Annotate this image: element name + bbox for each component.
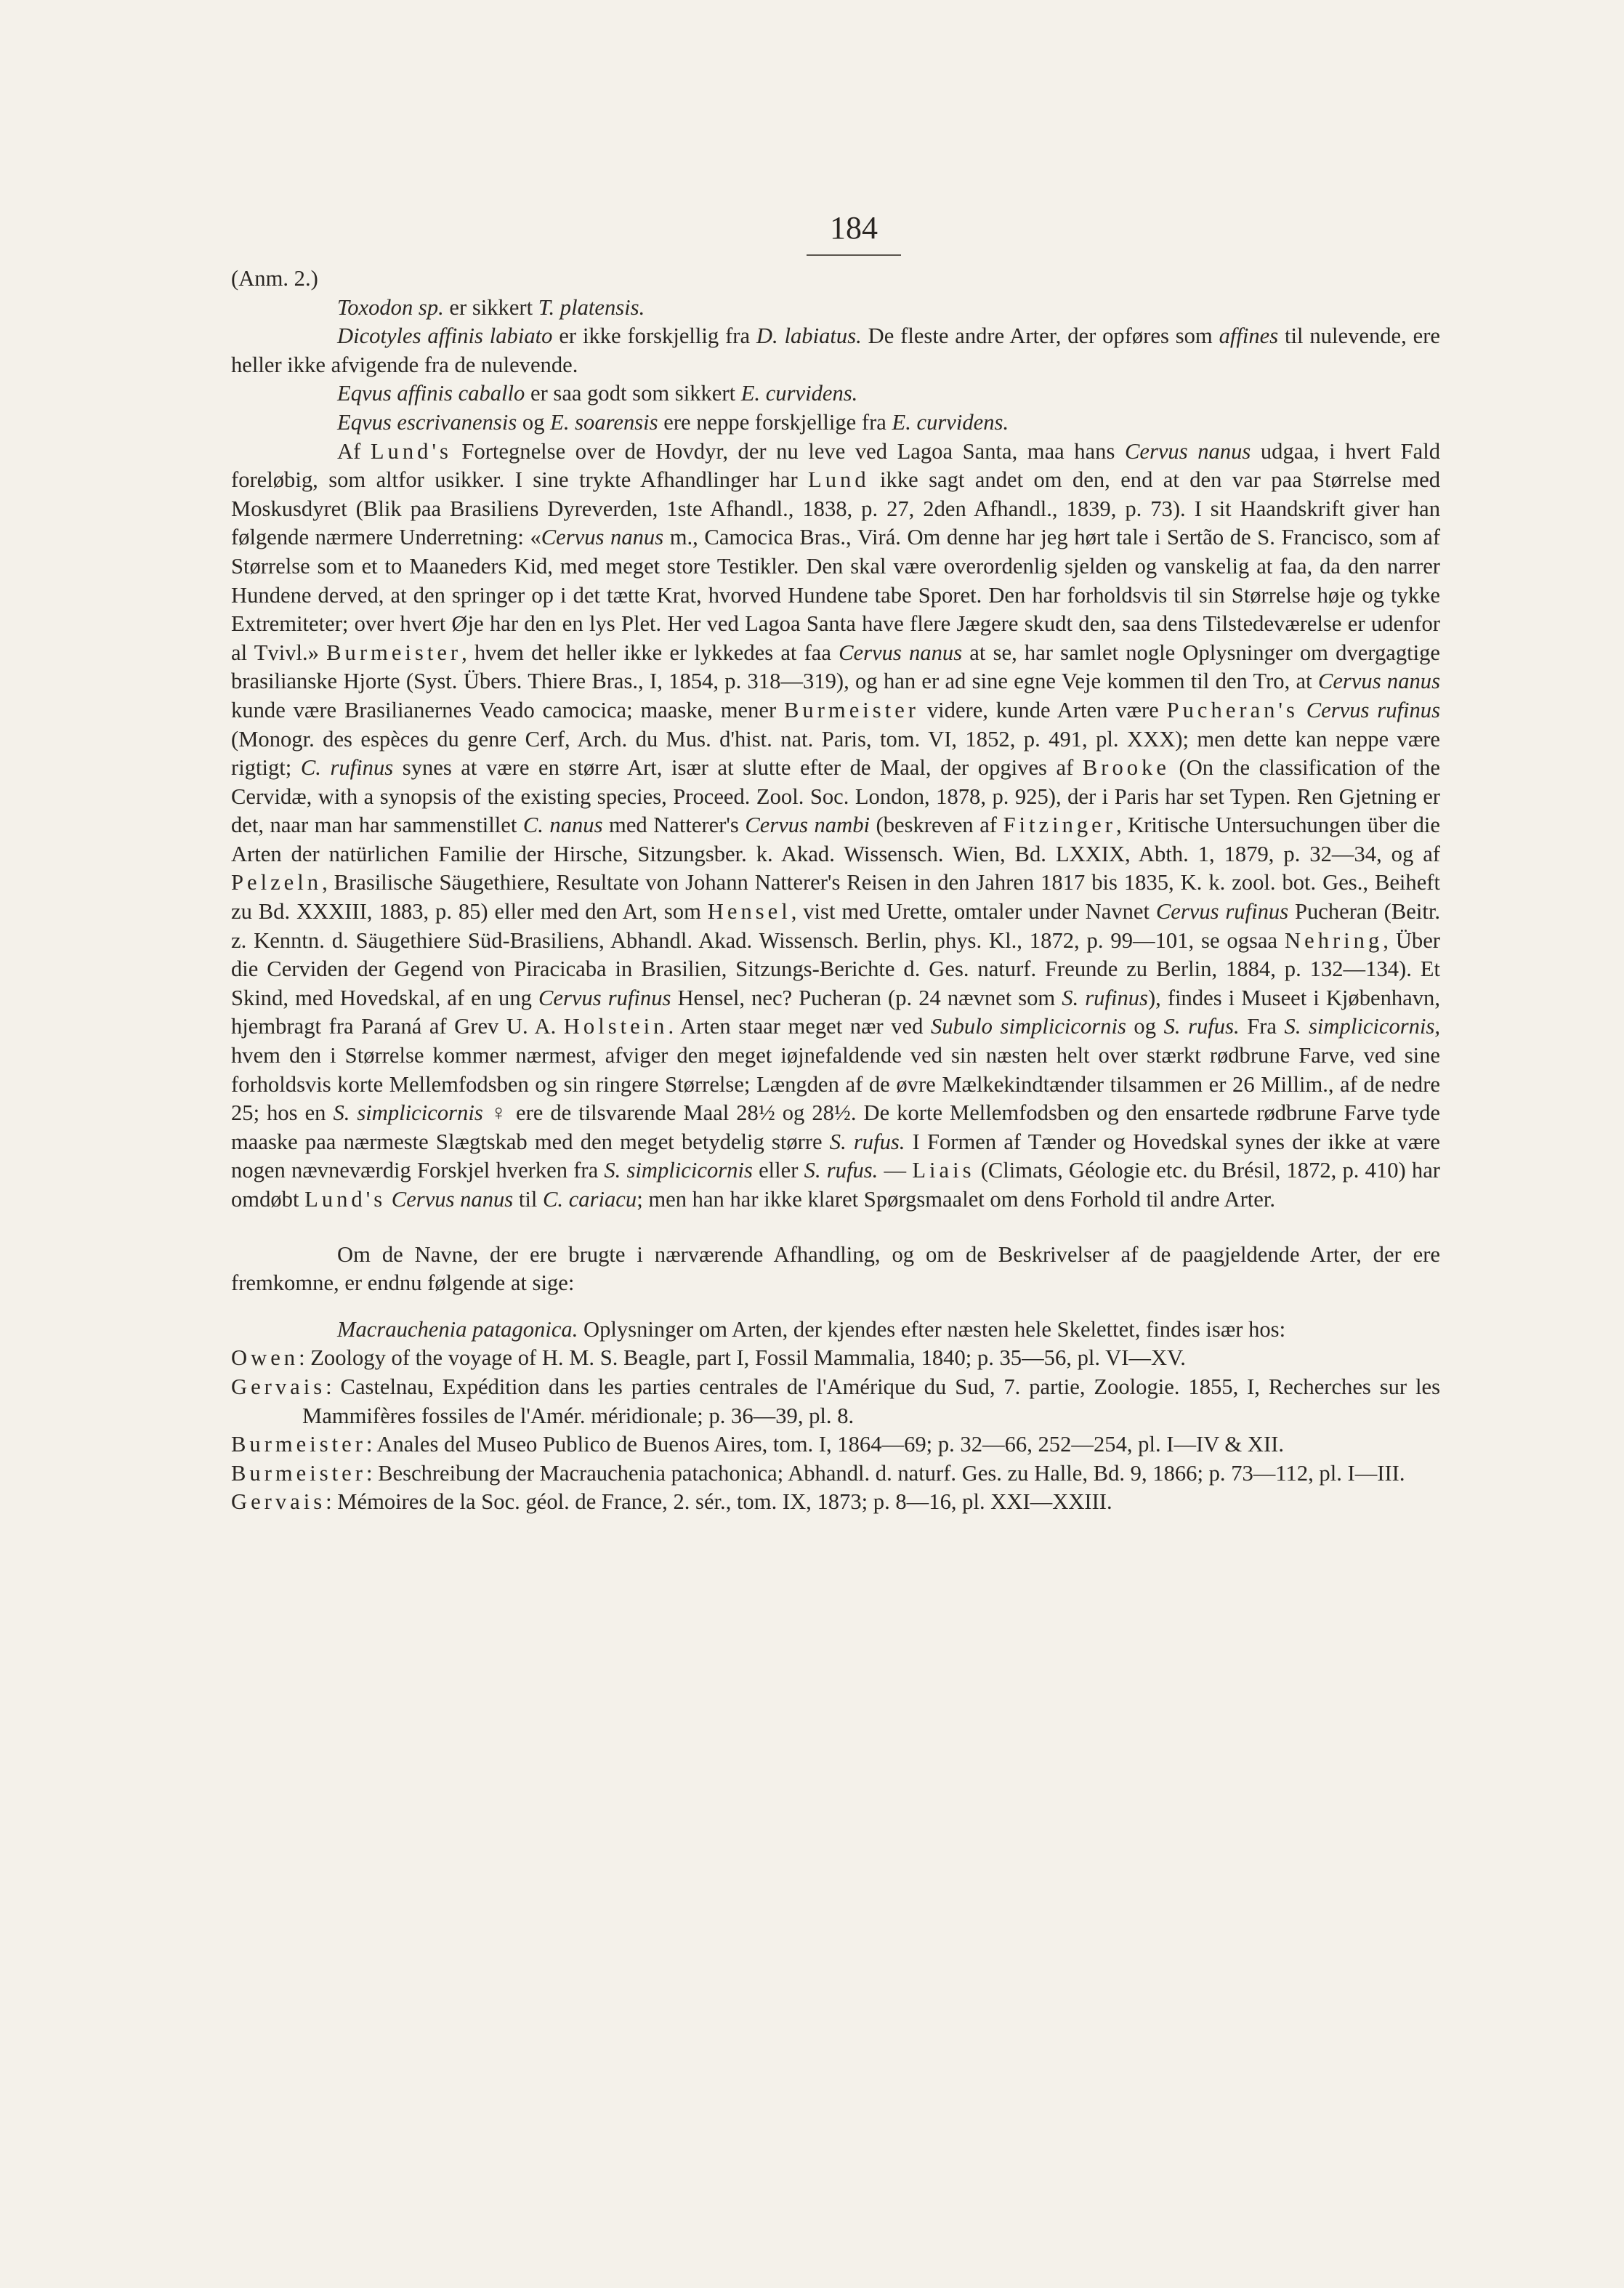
paragraph-eqvus-escrivanensis: Eqvus escrivanensis og E. soarensis ere neppe forskjellige fra E. curvidens.	[337, 409, 1009, 435]
reference-item: Burmeister: Beschreibung der Macrauchenia patachonica; Abhandl. d. naturf. Ges. zu Halle, Bd. 9, 1866; p. 73—112, pl. I—III.	[231, 1460, 1405, 1486]
paragraph-eqvus-caballo: Eqvus affinis caballo er saa godt som sikkert E. curvidens.	[337, 381, 858, 406]
page-number: 184	[830, 210, 878, 246]
page-body	[231, 265, 1440, 1517]
paragraph-macrauchenia: Macrauchenia patagonica. Oplysninger om Arten, der kjendes efter næsten hele Skelettet, findes især hos:	[337, 1316, 1286, 1342]
paragraph-names-intro: Om de Navne, der ere brugte i nærværende Afhandling, og om de Beskrivelser af de paagjeldende Arter, der ere fremkomne, er endnu følgende at sige:	[231, 1241, 1440, 1296]
reference-item: Burmeister: Anales del Museo Publico de Buenos Aires, tom. I, 1864—69; p. 32—66, 252—254, pl. I—IV & XII.	[231, 1432, 1284, 1457]
paragraph-cervus-nanus: Af Lund's Fortegnelse over de Hovdyr, der nu leve ved Lagoa Santa, maa hans Cervus nanus udgaa, i hvert Fald foreløbig, som altfor usikker. I sine trykte Afhandlinger har Lund ikke sagt andet om den, end at den var paa Størrelse med Moskusdyret (Blik paa Brasiliens Dyreverden, 1ste Afhandl., 1838, p. 27, 2den Afhandl., 1839, p. 73). I sit Haandskrift giver han følgende nærmere Underretning: «Cervus nanus m., Camocica Bras., Virá. Om denne har jeg hørt tale i Sertão de S. Francisco, som af Størrelse som et to Maaneders Kid, med meget store Testikler. Den skal være overordenlig sjelden og vanskelig at faa, da den narrer Hundene derved, at den springer op i det tætte Krat, hvorved Hundene tabe Sporet. Den har forholdsvis til sin Størrelse høje og tykke Extremiteter; over hvert Øje har den en lys Plet. Her ved Lagoa Santa have flere Jægere skudt den, saa dens Tilstedeværelse er udenfor al Tvivl.» Burmeister, hvem det heller ikke er lykkedes at faa Cervus nanus at se, har samlet nogle Oplysninger om dvergagtige brasilianske Hjorte (Syst. Übers. Thiere Bras., I, 1854, p. 318—319), og han er ad sine egne Veje kommen til den Tro, at Cervus nanus kunde være Brasilianernes Veado camocica; maaske, mener Burmeister videre, kunde Arten være Pucheran's Cervus rufinus (Monogr. des espèces du genre Cerf, Arch. du Mus. d'hist. nat. Paris, tom. VI, 1852, p. 491, pl. XXX); men dette kan neppe være rigtigt; C. rufinus synes at være en større Art, især at slutte efter de Maal, der opgives af Brooke (On the classification of the Cervidæ, with a synopsis of the existing species, Proceed. Zool. Soc. London, 1878, p. 925), der i Paris har set Typen. Ren Gjetning er det, naar man har sammenstillet C. nanus med Natterer's Cervus nambi (beskreven af Fitzinger, Kritische Untersuchungen über die Arten der natürlichen Familie der Hirsche, Sitzungsber. k. Akad. Wissensch. Wien, Bd. LXXIX, Abth. 1, 1879, p. 32—34, og af Pelzeln, Brasilische Säugethiere, Resultate von Johann Natterer's Reisen in den Jahren 1817 bis 1835, K. k. zool. bot. Ges., Beiheft zu Bd. XXXIII, 1883, p. 85) eller med den Art, som Hensel, vist med Urette, omtaler under Navnet Cervus rufinus Pucheran (Beitr. z. Kenntn. d. Säugethiere Süd-Brasiliens, Abhandl. Akad. Wissensch. Berlin, phys. Kl., 1872, p. 99—101, se ogsaa Nehring, Über die Cerviden der Gegend von Piracicaba in Brasilien, Sitzungs-Berichte d. Ges. naturf. Freunde zu Berlin, 1884, p. 132—134). Et Skind, med Hovedskal, af en ung Cervus rufinus Hensel, nec? Pucheran (p. 24 nævnet som S. rufinus), findes i Museet i Kjøbenhavn, hjembragt fra Paraná af Grev U. A. Holstein. Arten staar meget nær ved Subulo simplicicornis og S. rufus. Fra S. simplicicornis, hvem den i Størrelse kommer nærmest, afviger den meget iøjnefaldende ved sin næsten helt over stærkt rødbrune Farve, ved sine forholdsvis korte Mellemfodsben og sin ringere Størrelse; Længden af de øvre Mælkekindtænder tilsammen er 26 Millim., af de nedre 25; hos en S. simplicicornis ♀ ere de tilsvarende Maal 28½ og 28½. De korte Mellemfodsben og den ensartede rødbrune Farve tyde maaske paa nærmeste Slægtskab med den meget betydelig større S. rufus. I Formen af Tænder og Hovedskal synes der ikke at være nogen nævneværdig Forskjel hverken fra S. simplicicornis eller S. rufus. — Liais (Climats, Géologie etc. du Brésil, 1872, p. 410) har omdøbt Lund's Cervus nanus til C. cariacu; men han har ikke klaret Spørgsmaalet om dens Forhold til andre Arter.	[231, 438, 1441, 1212]
header-rule	[807, 254, 901, 256]
note-label: (Anm. 2.)	[231, 266, 318, 291]
paragraph-toxodon: Toxodon sp. er sikkert T. platensis.	[337, 294, 645, 320]
paragraph-dicotyles: Dicotyles affinis labiato er ikke forskjellig fra D. labiatus. De fleste andre Arter, der opføres som affines til nulevende, ere heller ikke afvigende fra de nulevende.	[231, 323, 1440, 377]
reference-item: Gervais: Castelnau, Expédition dans les parties centrales de l'Amérique du Sud, 7. partie, Zoologie. 1855, I, Recherches sur les Mammifères fossiles de l'Amér. méridionale; p. 36—39, pl. 8.	[231, 1374, 1440, 1428]
reference-item: Owen: Zoology of the voyage of H. M. S. Beagle, part I, Fossil Mammalia, 1840; p. 35—56, pl. VI—XV.	[231, 1345, 1186, 1371]
reference-item: Gervais: Mémoires de la Soc. géol. de France, 2. sér., tom. IX, 1873; p. 8—16, pl. XXI—XXIII.	[231, 1489, 1112, 1515]
